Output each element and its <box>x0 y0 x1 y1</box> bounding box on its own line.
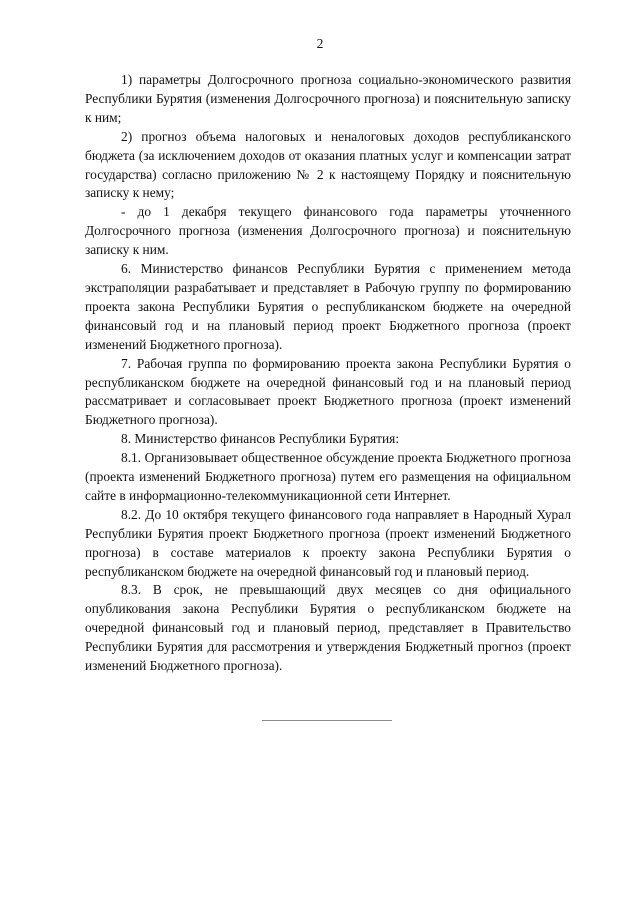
paragraph-clause-8-2: 8.2. До 10 октября текущего финансового года направляет в Народный Хурал Республики Бурятия проект Бюджетного прогноза (проект изменений Бюджетного прогноза) в составе материалов к проекту закона Республики Бурятия о республиканском бюджете на очередной финансовый год и плановый период. <box>85 506 571 579</box>
document-body <box>85 71 571 676</box>
paragraph-december-deadline: - до 1 декабря текущего финансового года параметры уточненного Долгосрочного прогноза (изменения Долгосрочного прогноза) и пояснительную записку к ним. <box>85 204 571 258</box>
paragraph-clause-8: 8. Министерство финансов Республики Бурятия: <box>121 431 400 447</box>
end-of-document-rule <box>262 720 392 721</box>
page-number: 2 <box>316 36 324 51</box>
paragraph-clause-8-3: 8.3. В срок, не превышающий двух месяцев со дня официального опубликования закона Республики Бурятия о республиканском бюджете на очередной финансовый год и плановый период, представляет в Правительство Республики Бурятия для рассмотрения и утверждения Бюджетный прогноз (проект изменений Бюджетного прогноза). <box>85 582 571 674</box>
paragraph-item-1-long-term-forecast-params: 1) параметры Долгосрочного прогноза социально-экономического развития Республики Бурятия (изменения Долгосрочного прогноза) и пояснительную записку к ним; <box>85 72 571 125</box>
paragraph-item-2-revenue-forecast: 2) прогноз объема налоговых и неналоговых доходов республиканского бюджета (за исключением доходов от оказания платных услуг и компенсации затрат государства) согласно приложению № 2 к настоящему Порядку и пояснительную записку к нему; <box>85 128 571 201</box>
paragraph-clause-6: 6. Министерство финансов Республики Бурятия с применением метода экстраполяции разрабатывает и представляет в Рабочую группу по формированию проекта закона Республики Бурятия о республиканском бюджете на очередной финансовый год и на плановый период проект Бюджетного прогноза (проект изменений Бюджетного прогноза). <box>85 261 571 352</box>
paragraph-clause-7: 7. Рабочая группа по формированию проекта закона Республики Бурятия о республиканском бюджете на очередной финансовый год и на плановый период рассматривает и согласовывает проект Бюджетного прогноза (проект изменений Бюджетного прогноза). <box>85 355 571 428</box>
paragraph-clause-8-1: 8.1. Организовывает общественное обсуждение проекта Бюджетного прогноза (проекта изменений Бюджетного прогноза) путем его размещения на официальном сайте в информационно-телекоммуникационной сети Интернет. <box>85 450 571 503</box>
